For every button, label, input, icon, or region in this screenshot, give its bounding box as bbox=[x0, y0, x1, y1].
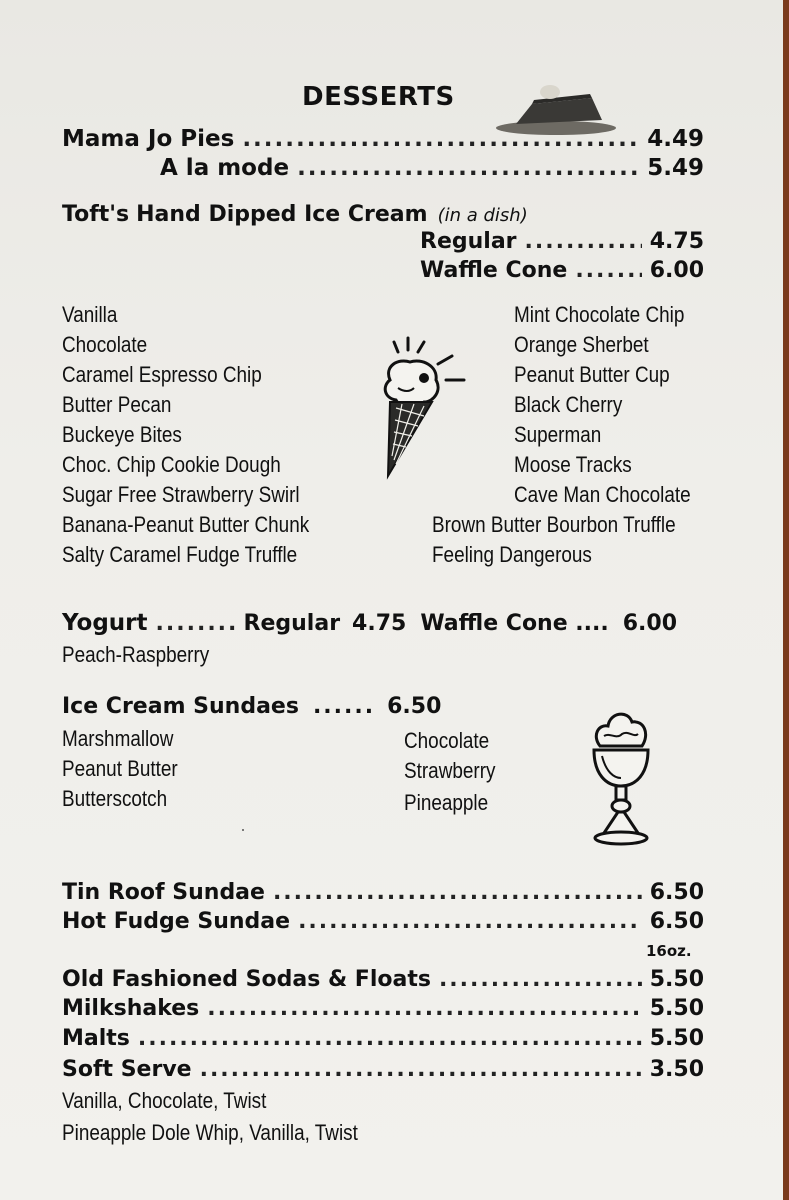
card-edge bbox=[783, 0, 789, 1200]
yogurt-flavor: Peach-Raspberry bbox=[62, 642, 210, 667]
ice-cream-name: Hand Dipped Ice Cream bbox=[136, 202, 428, 227]
yogurt-waffle-price: 6.00 bbox=[622, 611, 678, 636]
topping-item: Pineapple bbox=[404, 790, 489, 815]
item-price: 4.49 bbox=[647, 126, 704, 152]
item-name: Soft Serve bbox=[62, 1057, 192, 1082]
dot-leader bbox=[575, 258, 641, 283]
item-name: Hot Fudge Sundae bbox=[62, 909, 291, 934]
topping-item: Strawberry bbox=[404, 758, 496, 783]
item-price: 5.49 bbox=[647, 155, 704, 181]
dot-leader bbox=[525, 229, 642, 254]
flavor-item: Brown Butter Bourbon Truffle bbox=[432, 512, 676, 537]
item-name: Ice Cream Sundaes bbox=[62, 694, 299, 719]
menu-item-soft-serve bbox=[62, 1057, 704, 1082]
item-price: 3.50 bbox=[649, 1057, 704, 1082]
ice-cream-brand: Toft's bbox=[62, 202, 130, 227]
item-price: 5.50 bbox=[649, 967, 704, 992]
flavor-item: Banana-Peanut Butter Chunk bbox=[62, 512, 310, 537]
item-price: 5.50 bbox=[649, 996, 704, 1021]
dot-leader: ...... bbox=[312, 694, 376, 719]
stray-mark bbox=[242, 829, 244, 831]
item-name: Old Fashioned Sodas & Floats bbox=[62, 967, 431, 992]
yogurt-regular-label: Regular bbox=[243, 611, 341, 636]
dot-leader bbox=[156, 611, 236, 636]
item-name: Waffle Cone bbox=[420, 258, 568, 283]
item-price: 6.50 bbox=[649, 909, 704, 934]
item-name: Yogurt bbox=[62, 610, 148, 636]
flavor-item: Caramel Espresso Chip bbox=[62, 362, 262, 387]
ice-cream-cone-icon bbox=[376, 336, 472, 480]
menu-title: DESSERTS bbox=[302, 82, 455, 112]
size-note: 16oz. bbox=[646, 942, 692, 960]
flavor-item: Vanilla bbox=[62, 302, 118, 327]
sundae-glass-icon bbox=[588, 706, 654, 848]
soft-serve-flavors: Vanilla, Chocolate, Twist bbox=[62, 1088, 267, 1113]
ice-cream-heading bbox=[62, 202, 528, 227]
flavor-item: Moose Tracks bbox=[514, 452, 632, 477]
dot-leader bbox=[138, 1026, 642, 1051]
topping-item: Chocolate bbox=[404, 728, 490, 753]
dot-leader bbox=[207, 996, 641, 1021]
flavor-item: Choc. Chip Cookie Dough bbox=[62, 452, 281, 477]
dot-leader bbox=[273, 880, 642, 905]
dot-leader bbox=[200, 1057, 642, 1082]
topping-item: Peanut Butter bbox=[62, 756, 178, 781]
menu-item-pies bbox=[62, 126, 704, 152]
menu-item-hot-fudge bbox=[62, 909, 704, 934]
flavor-item: Feeling Dangerous bbox=[432, 542, 592, 567]
item-price: 6.50 bbox=[387, 694, 442, 719]
menu-item-tin-roof bbox=[62, 880, 704, 905]
menu-item-malts bbox=[62, 1026, 704, 1051]
menu-item-yogurt bbox=[62, 610, 704, 636]
ice-cream-regular bbox=[420, 229, 704, 254]
flavor-item: Cave Man Chocolate bbox=[514, 482, 691, 507]
ice-cream-note: (in a dish) bbox=[437, 205, 528, 226]
item-price: 6.50 bbox=[649, 880, 704, 905]
menu-item-sodas bbox=[62, 967, 704, 992]
flavor-item: Black Cherry bbox=[514, 392, 623, 417]
item-name: Tin Roof Sundae bbox=[62, 880, 265, 905]
flavor-item: Chocolate bbox=[62, 332, 148, 357]
item-name: Milkshakes bbox=[62, 996, 200, 1021]
flavor-item: Mint Chocolate Chip bbox=[514, 302, 685, 327]
flavor-item: Superman bbox=[514, 422, 602, 447]
dot-leader bbox=[242, 126, 639, 152]
flavor-item: Salty Caramel Fudge Truffle bbox=[62, 542, 298, 567]
topping-item: Marshmallow bbox=[62, 726, 174, 751]
yogurt-waffle-label: Waffle Cone .... bbox=[420, 611, 609, 636]
flavor-item: Orange Sherbet bbox=[514, 332, 649, 357]
menu-item-alamode bbox=[160, 155, 704, 181]
item-name: Mama Jo Pies bbox=[62, 126, 235, 152]
ice-cream-waffle bbox=[420, 258, 704, 283]
flavor-item: Peanut Butter Cup bbox=[514, 362, 670, 387]
yogurt-regular-price: 4.75 bbox=[352, 611, 407, 636]
item-name: A la mode bbox=[160, 155, 290, 181]
dole-whip-flavors: Pineapple Dole Whip, Vanilla, Twist bbox=[62, 1120, 358, 1145]
dot-leader bbox=[439, 967, 642, 992]
flavor-item: Sugar Free Strawberry Swirl bbox=[62, 482, 300, 507]
item-price: 5.50 bbox=[649, 1026, 704, 1051]
item-name: Regular bbox=[420, 229, 517, 254]
item-price: 4.75 bbox=[649, 229, 704, 254]
dot-leader bbox=[297, 155, 639, 181]
flavor-item: Butter Pecan bbox=[62, 392, 172, 417]
topping-item: Butterscotch bbox=[62, 786, 168, 811]
menu-item-sundaes bbox=[62, 694, 441, 719]
dot-leader bbox=[298, 909, 642, 934]
flavor-item: Buckeye Bites bbox=[62, 422, 182, 447]
item-price: 6.00 bbox=[649, 258, 704, 283]
menu-item-milkshakes bbox=[62, 996, 704, 1021]
item-name: Malts bbox=[62, 1026, 130, 1051]
